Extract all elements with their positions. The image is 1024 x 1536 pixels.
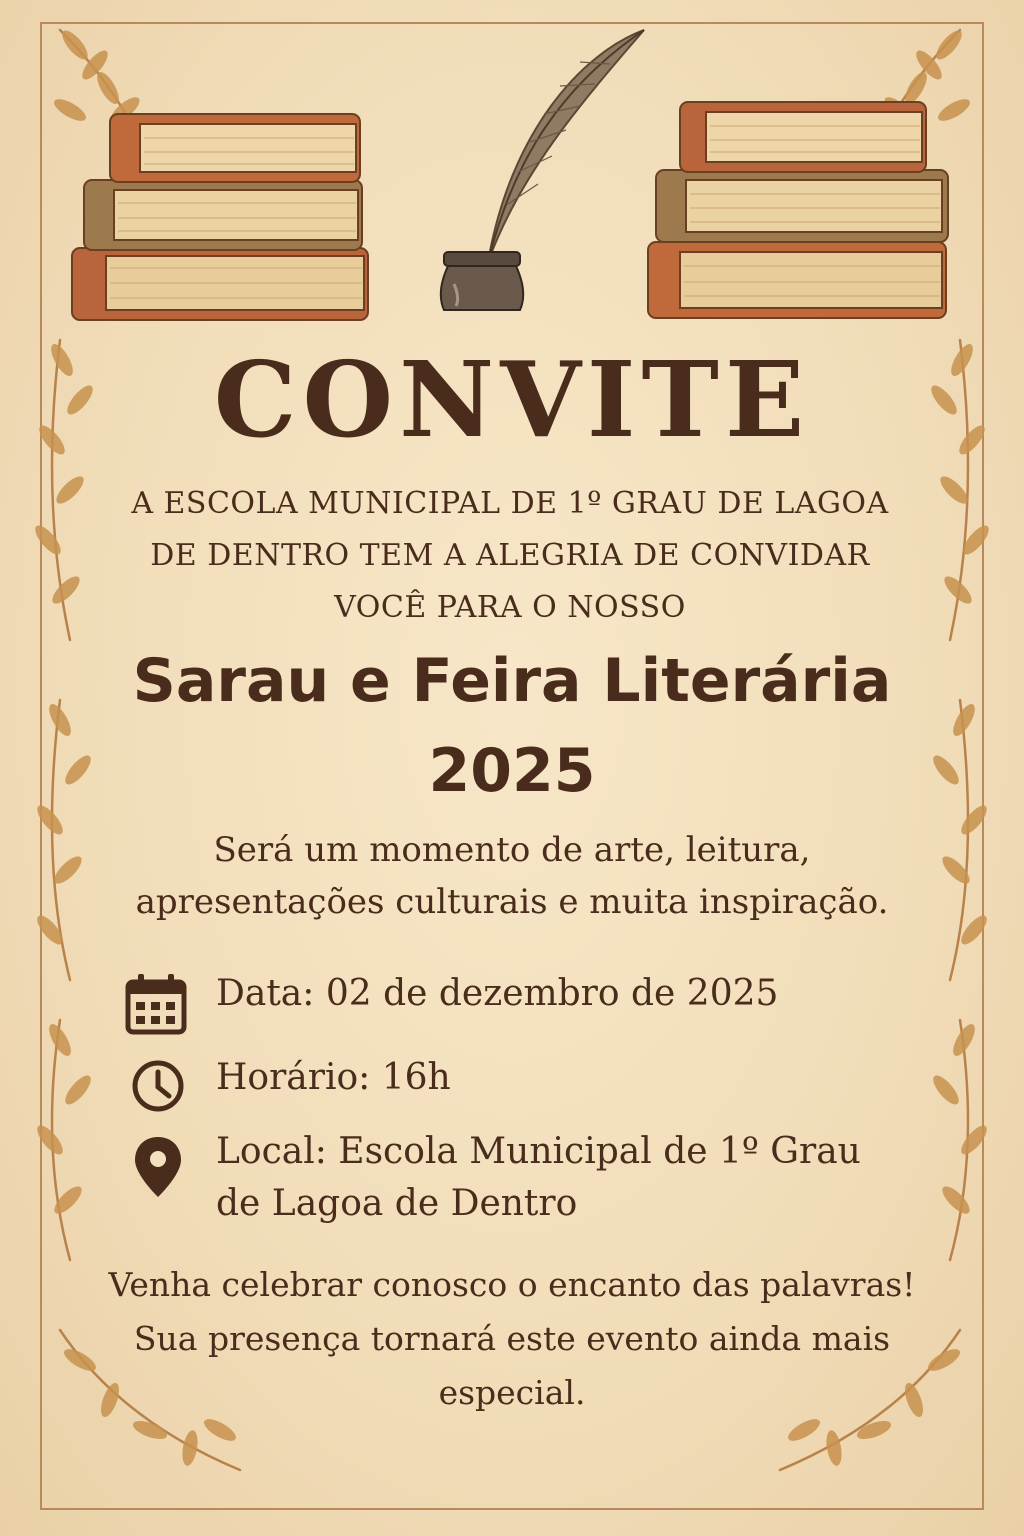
calendar-icon	[120, 972, 196, 1036]
closing-line: Venha celebrar conosco o encanto das palavras!	[108, 1265, 916, 1304]
intro-text	[110, 478, 910, 634]
description-line: Será um momento de arte, leitura,	[213, 830, 811, 870]
book-stack-left-icon	[66, 98, 386, 328]
description-line: apresentações culturais e muita inspiração.	[135, 882, 889, 922]
location-pin-icon	[120, 1130, 196, 1200]
event-time-text: Horário: 16h	[216, 1057, 451, 1098]
invitation-title: CONVITE	[213, 338, 811, 461]
clock-icon	[120, 1056, 196, 1120]
event-location-line: Local: Escola Municipal de 1º Grau	[216, 1131, 861, 1172]
closing-line: Sua presença tornará este evento ainda mais	[133, 1319, 891, 1358]
event-location-line: de Lagoa de Dentro	[216, 1183, 578, 1224]
event-location	[120, 1126, 920, 1236]
intro-line: VOCÊ PARA O NOSSO	[334, 590, 686, 625]
book-stack-right-icon	[640, 92, 960, 328]
intro-line: DE DENTRO TEM A ALEGRIA DE CONVIDAR	[150, 538, 870, 573]
event-date	[120, 968, 920, 1032]
event-year: 2025	[428, 736, 596, 806]
intro-line: A ESCOLA MUNICIPAL DE 1º GRAU DE LAGOA	[131, 486, 889, 521]
event-date-text: Data: 02 de dezembro de 2025	[216, 973, 779, 1014]
quill-inkwell-icon	[430, 24, 660, 320]
event-name-line: Sarau e Feira Literária	[132, 646, 892, 716]
closing-line: especial.	[438, 1373, 586, 1412]
closing-message	[60, 1258, 964, 1420]
event-name	[60, 636, 964, 816]
event-description	[70, 824, 954, 928]
event-time	[120, 1052, 920, 1112]
